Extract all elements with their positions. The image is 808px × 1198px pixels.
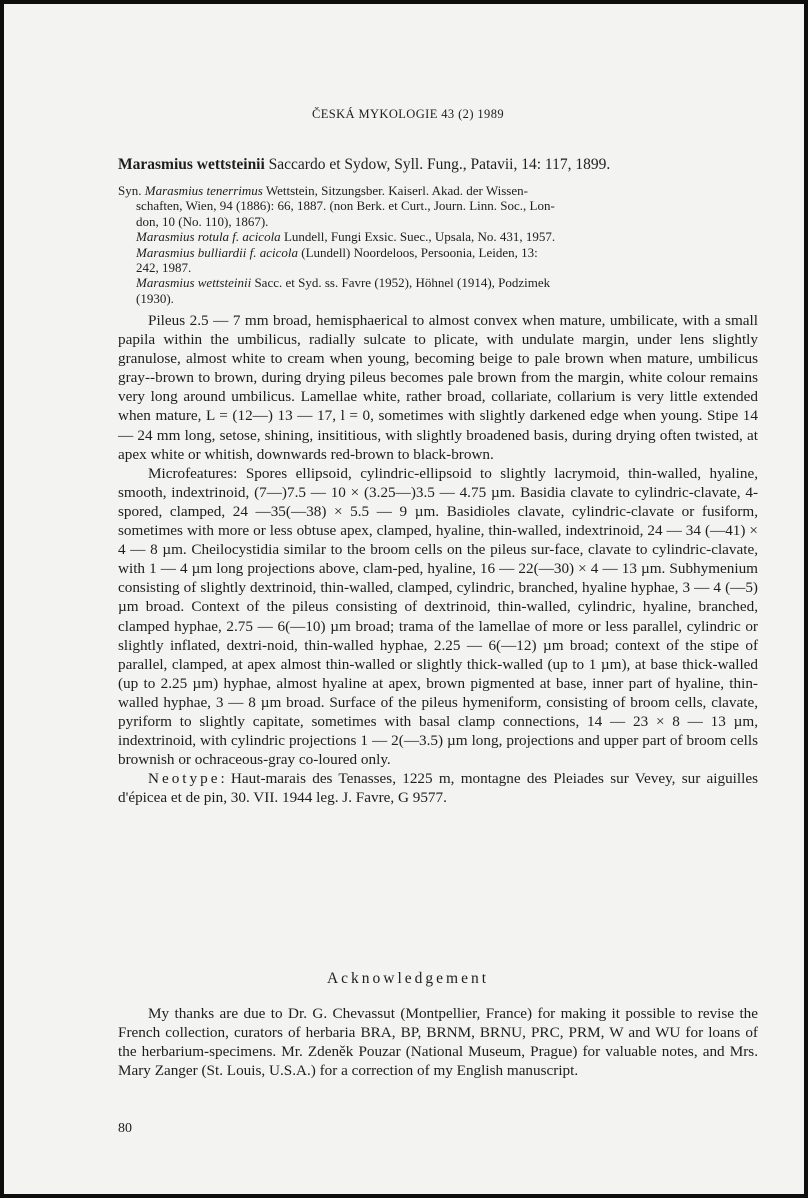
species-title	[118, 155, 758, 175]
neotype-paragraph	[118, 769, 758, 807]
acknowledgement-paragraph: My thanks are due to Dr. G. Chevassut (Montpellier, France) for making it possible to revise the French collection, curators of herbaria BRA, BP, BRNM, BRNU, PRC, PRM, W and WU for loans of the herbarium-specimens. Mr. Zdeněk Pouzar (National Museum, Prague) for valuable notes, and Mrs. Mary Zanger (St. Louis, U.S.A.) for a correction of my English manuscript.	[118, 1005, 758, 1080]
synonym-continuation: don, 10 (No. 110), 1867).	[136, 213, 269, 229]
synonym-entry	[118, 229, 758, 244]
acknowledgement-heading: Acknowledgement	[326, 970, 490, 987]
neotype-text: : Haut-marais des Tenasses, 1225 m, montagne des Pleiades sur Vevey, sur aiguilles d'épicea et de pin, 30. VII. 1944 leg. J. Favre, G 9577.	[118, 770, 758, 807]
species-citation: Saccardo et Sydow, Syll. Fung., Patavii, 14: 117, 1899.	[264, 156, 611, 173]
page	[4, 4, 804, 1194]
synonym-continuation: (1930).	[136, 290, 174, 306]
journal-header: ČESKÁ MYKOLOGIE 43 (2) 1989	[311, 107, 505, 121]
synonym-prefix: Syn.	[118, 183, 145, 198]
synonym-citation: (Lundell) Noordeloos, Persoonia, Leiden, 13:	[298, 244, 538, 260]
synonym-citation: Wettstein, Sitzungsber. Kaiserl. Akad. der Wissen-	[262, 183, 528, 198]
synonym-continuation: schaften, Wien, 94 (1886): 66, 1887. (non Berk. et Curt., Journ. Linn. Soc., Lon-	[136, 198, 555, 214]
microfeatures-paragraph: Microfeatures: Spores ellipsoid, cylindric-ellipsoid to slightly lacrymoid, thin-walled, hyaline, smooth, indextrinoid, (7—)7.5 — 10 × (3.25—)3.5 — 4.75 µm. Basidia clavate to cylindric-clavate, 4-spored, clamped, 24 —35(—38) × 5.5 — 9 µm. Basidioles clavate, cylindric-clavate or fusiform, sometimes with more or less obtuse apex, clamped, hyaline, thin-walled, indextrinoid, 24 — 34 (—41) × 4 — 8 µm. Cheilocystidia similar to the broom cells on the pileus sur-face, clavate to cylindric-clavate, with 1 — 4 µm long projections above, clam-ped, hyaline, 16 — 22(—30) × 4 — 13 µm. Subhymenium consisting of slightly dextrinoid, thin-walled, clamped, cylindric, branched, hyaline hyphae, 3 — 4 (—5) µm broad. Context of the pileus consisting of dextrinoid, thin-walled, cylindric, hyaline, branched, clamped hyphae, 2.75 — 6(—10) µm broad; trama of the lamellae of more or less parallel, cylindric or slightly inflated, dextri-noid, thin-walled hyphae, 2.25 — 6(—12) µm broad; context of the stipe of parallel, clamped, at apex almost thin-walled or slightly thick-walled (up to 1 µm), at base thick-walled (up to 2.25 µm) hyphae, almost hyaline at apex, brown pigmented at base, inner part of hyaline, thin-walled hyphae, 3 — 8 µm broad. Surface of the pileus hymeniform, consisting of broom cells, clavate, pyriform to slightly capitate, sometimes with basal clamp connections, 14 — 23 × 8 — 13 µm, indextrinoid, with cylindric projections 1 — 2(—3.5) µm long, projections and upper part of broom cells brownish or ochraceous-gray co-loured only.	[118, 464, 758, 769]
synonym-name: Marasmius rotula f. acicola	[136, 229, 281, 245]
synonym-citation: Lundell, Fungi Exsic. Suec., Upsala, No. 431, 1957.	[280, 229, 556, 245]
acknowledgement-body	[118, 1004, 758, 1080]
synonym-entry	[118, 275, 758, 290]
synonym-entry	[118, 245, 758, 260]
synonym-entry	[118, 183, 758, 198]
synonym-name: Marasmius bulliardii f. acicola	[136, 244, 299, 260]
description-body	[118, 311, 758, 807]
page-number: 80	[118, 1121, 132, 1136]
synonym-name: Marasmius tenerrimus	[144, 183, 263, 198]
synonym-name: Marasmius wettsteinii	[136, 275, 252, 291]
synonym-citation: Sacc. et Syd. ss. Favre (1952), Höhnel (1914), Podzimek	[251, 275, 551, 291]
synonym-continuation: 242, 1987.	[136, 260, 192, 276]
neotype-label: Neotype	[148, 770, 221, 788]
species-name: Marasmius wettsteinii	[118, 156, 265, 173]
pileus-paragraph: Pileus 2.5 — 7 mm broad, hemisphaerical to almost convex when mature, umbilicate, with a small papila within the umbilicus, radially sulcate to plicate, with undulate margin, under lens slightly granulose, almost white to cream when young, becoming beige to pale brown when mature, umbilicus gray--brown to brown, during drying pileus becomes pale brown from the margin, white colour remains very long around umbilicus. Lamellae white, rather broad, collariate, collarium is very little extended when mature, L = (12—) 13 — 17, l = 0, sometimes with slightly darkened edge when young. Stipe 14 — 24 mm long, setose, shining, insititious, with slightly broadened basis, during drying often twisted, at apex white or whitish, downwards red-brown to black-brown.	[118, 312, 758, 463]
synonym-list	[118, 183, 758, 306]
